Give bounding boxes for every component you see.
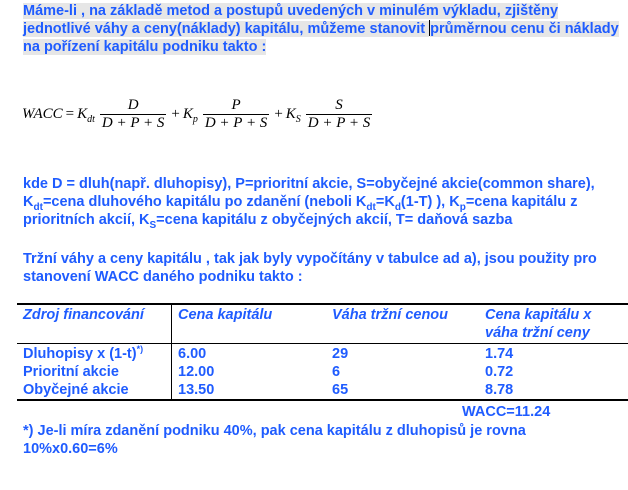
formula-k-p: $K_p$ — [182, 106, 198, 125]
intro-text-after: průměrnou cenu či náklady na pořízení kapitálu podniku takto : — [23, 21, 619, 55]
formula-plus: + — [274, 106, 283, 122]
table-row: Dluhopisy x (1-t)*) 6.00 29 1.74 — [17, 344, 628, 364]
table-header-row — [17, 304, 628, 344]
market-paragraph: Tržní váhy a ceny kapitálu , tak jak byly vypočítány v tabulce ad a), jsou použity pro stanovení WACC daného podniku takto : — [23, 251, 597, 285]
header-cost: Cena kapitálu — [172, 304, 327, 344]
table-row: Prioritní akcie 12.00 6 0.72 — [17, 363, 628, 381]
fraction-common: $\frac{S}{D + P + S}$ — [307, 97, 371, 131]
wacc-result: WACC=11.24 — [462, 404, 551, 420]
header-product: Cena kapitálu x váha tržní ceny — [479, 304, 628, 344]
intro-paragraph[interactable] — [23, 2, 623, 56]
fraction-debt: $\frac{D}{D + P + S}$ — [101, 97, 165, 131]
definition-paragraph: kde D = dluh(např. dluhopisy), P=prioritní akcie, S=obyčejné akcie(common share), $K_{dt}=cena$ dluhového kapitálu po zdanění (neboli $K_{dt}=K_d(1-T)$ ), $K_p=cena$ kapitálu z prioritních akcií, $K_S=cena$ kapitálu z obyčejných akcií, T= daňová sazba — [23, 176, 595, 231]
table-row: Obyčejné akcie 13.50 65 8.78 — [17, 381, 628, 400]
intro-text-before: Máme-li , na základě metod a postupů uvedených v minulém výkladu, zjištěny jednotlivé váhy a ceny(náklady) kapitálu, můžeme stanovit — [23, 3, 559, 37]
header-weight: Váha tržní cenou — [326, 304, 479, 344]
footnote: *) Je-li míra zdanění podniku 40%, pak cena kapitálu z dluhopisů je rovna 10%x0.60=6% — [23, 423, 526, 457]
header-source: Zdroj financování — [17, 304, 172, 344]
formula-lhs: WACC — [22, 106, 63, 122]
formula-k-dt: $K_{dt}$ — [77, 106, 95, 125]
wacc-formula — [22, 97, 374, 132]
fraction-preferred: $\frac{P}{D + P + S}$ — [204, 97, 268, 131]
wacc-table — [17, 303, 628, 401]
lower-content — [0, 175, 628, 458]
formula-plus: + — [171, 106, 180, 122]
formula-k-s: $K_S$ — [285, 106, 301, 125]
formula-equals: = — [65, 106, 75, 122]
